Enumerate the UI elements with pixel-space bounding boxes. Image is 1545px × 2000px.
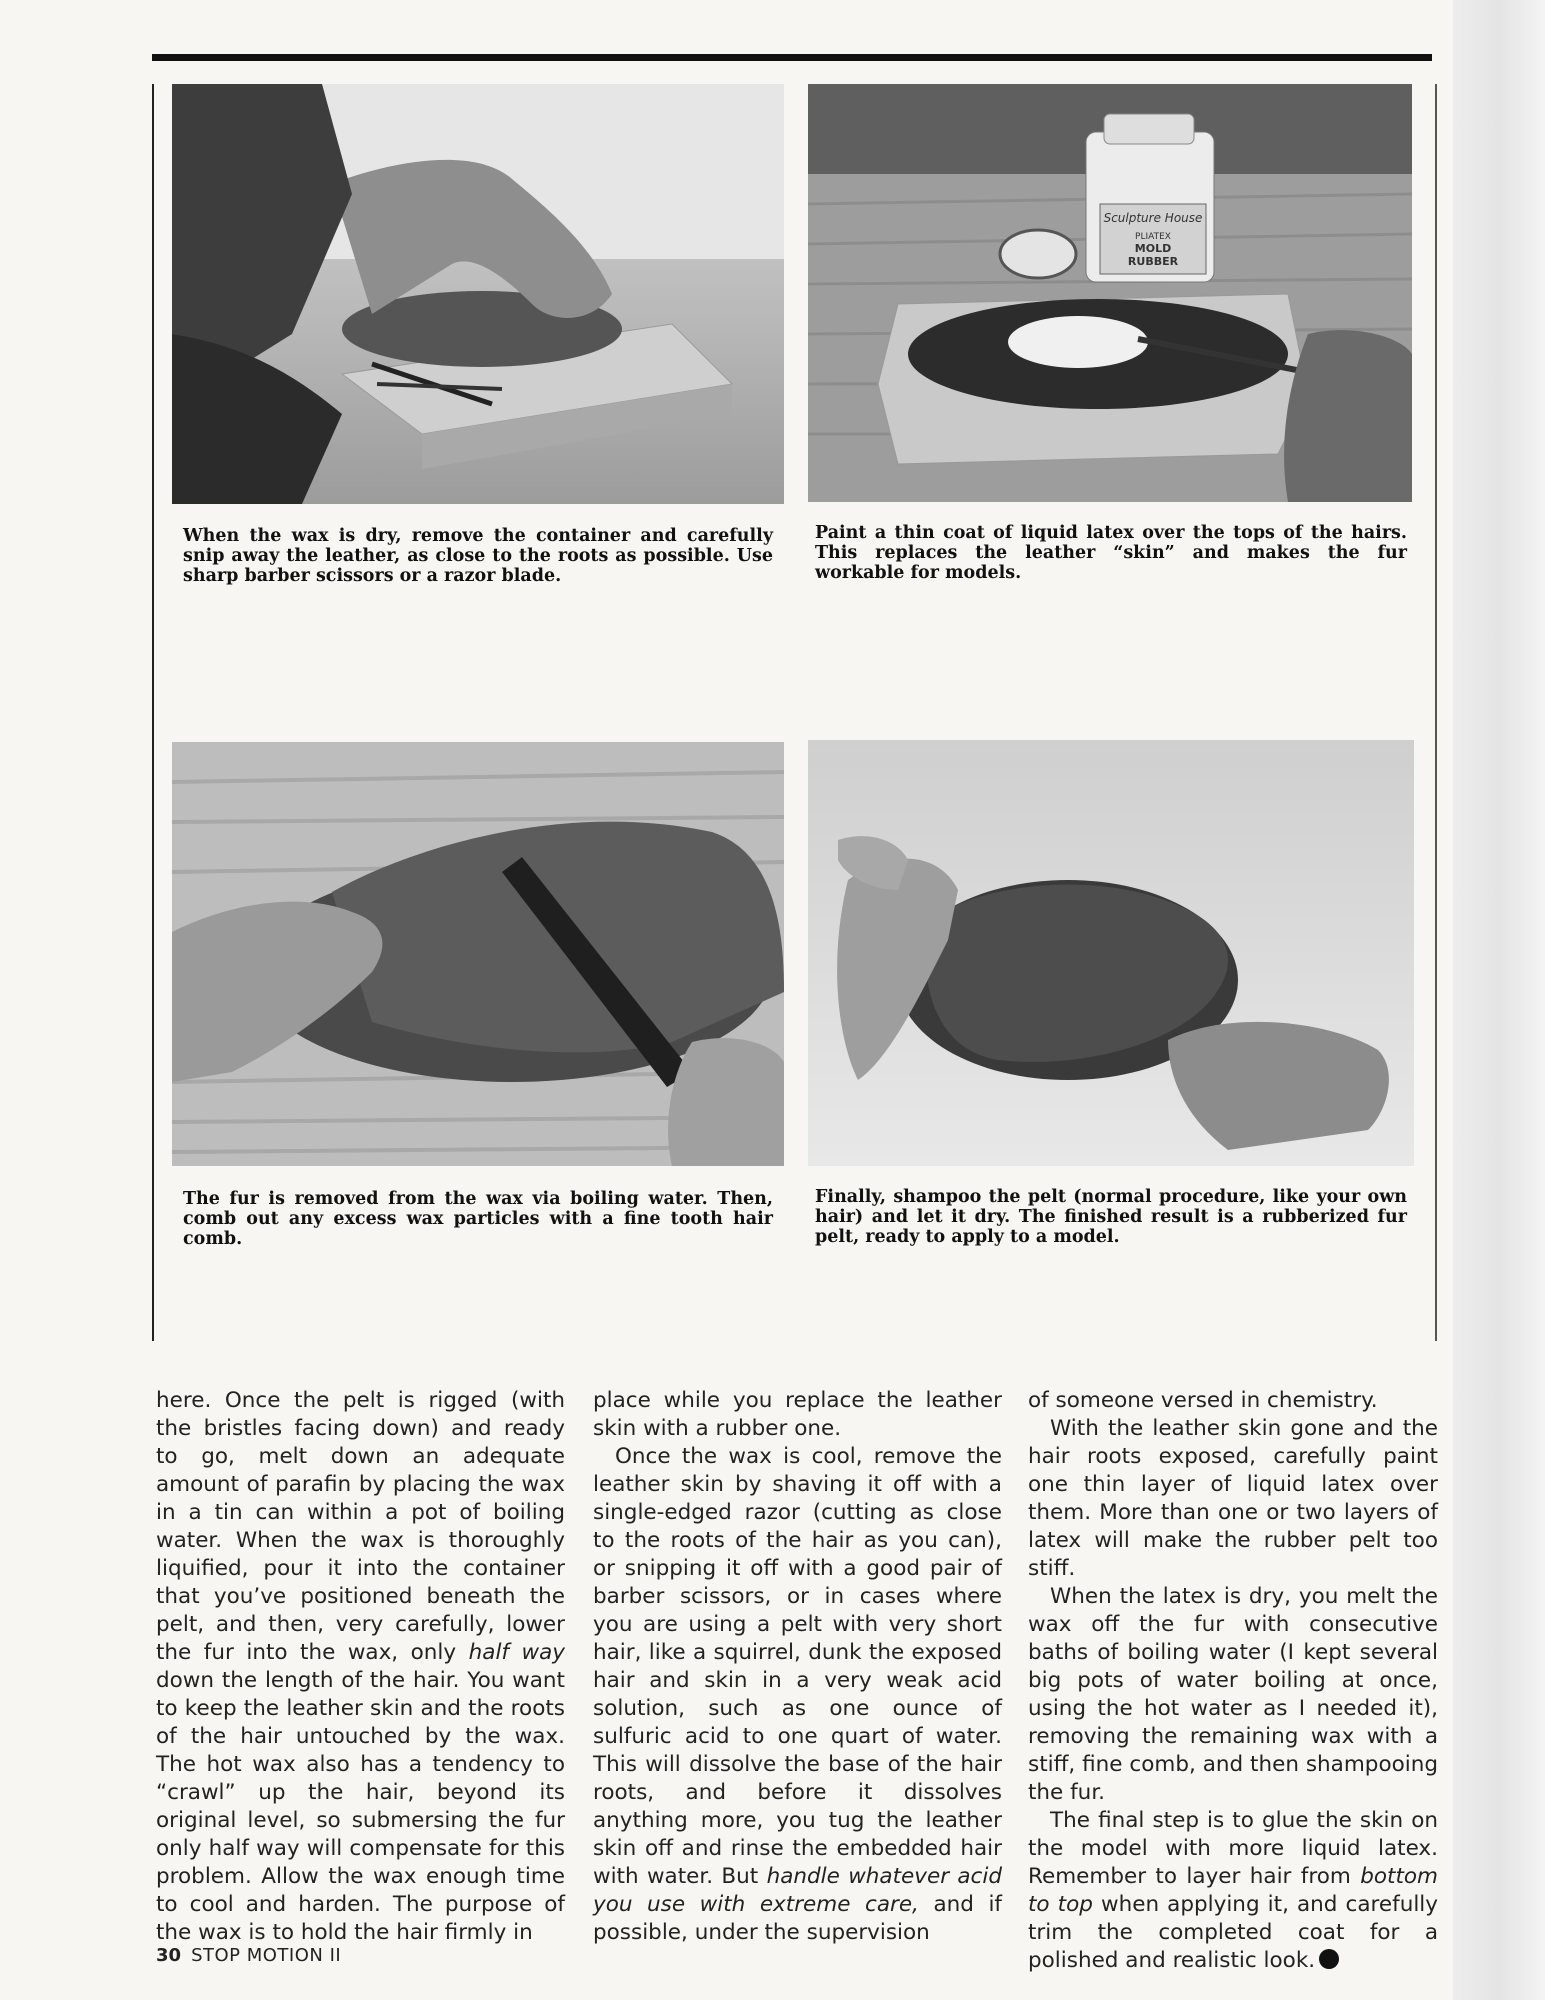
page-footer xyxy=(156,1945,341,1966)
body-text: when applying it, and carefully trim the completed coat for a polished and realistic look. xyxy=(1028,1892,1439,1973)
body-paragraph: When the latex is dry, you melt the wax off the fur with consecutive baths of boiling water (I kept several big pots of water boiling at once, using the hot water as I needed it), removing the remaining wax with a stiff, fine comb, and then shampooing the fur. xyxy=(1028,1584,1438,1805)
body-column-2 xyxy=(593,1387,1002,1947)
body-text: down the length of the hair. You want to keep the leather skin and the roots of the hair untouched by the wax. The hot wax also has a tendency to “crawl” up the hair, beyond its original level, so submersing the fur only half way will compensate for this problem. Allow the wax enough time to cool and harden. The purpose of the wax is to hold the hair firmly in xyxy=(156,1668,565,1945)
body-column-1 xyxy=(156,1387,565,1947)
publication-title: STOP MOTION II xyxy=(191,1945,342,1966)
photo-finished-pelt xyxy=(808,740,1414,1166)
jar-label-line3: RUBBER xyxy=(1127,255,1179,268)
photo-combing-fur xyxy=(172,742,784,1166)
body-text: The final step is to glue the skin on the model with more liquid latex. Remember to layer hair from xyxy=(1028,1808,1438,1889)
body-paragraph: place while you replace the leather skin with a rubber one. xyxy=(593,1388,1002,1441)
end-of-article-bullet-icon xyxy=(1319,1949,1339,1969)
caption-snipping: When the wax is dry, remove the container and carefully snip away the leather, as close to the roots as possible. Use sharp barber scissors or a razor blade. xyxy=(183,526,773,586)
body-italic: handle whatever acid you use with extreme care, xyxy=(593,1864,1002,1917)
jar-label-line2: MOLD xyxy=(1134,242,1172,255)
body-paragraph: of someone versed in chemistry. xyxy=(1028,1388,1378,1413)
caption-combing: The fur is removed from the wax via boiling water. Then, comb out any excess wax particles with a fine tooth hair comb. xyxy=(183,1189,773,1249)
page-number: 30 xyxy=(156,1945,182,1966)
body-column-3 xyxy=(1028,1387,1438,1975)
body-italic: half way xyxy=(468,1640,565,1665)
body-text: and if possible, under the supervision xyxy=(593,1892,1002,1945)
photo-snipping-leather xyxy=(172,84,784,504)
body-text: Once the wax is cool, remove the leather skin by shaving it off with a single-edged razor (cutting as close to the roots of the hair as you can), or snipping it off with a good pair of barber scissors, or in cases where you are using a pelt with very short hair, like a squirrel, dunk the exposed hair and skin in a very weak acid solution, such as one ounce of sulfuric acid to one quart of water. This will dissolve the base of the hair roots, and before it dissolves anything more, you tug the leather skin off and rinse the embedded hair with water. But xyxy=(593,1444,1002,1889)
page-right-margin xyxy=(1453,0,1545,2000)
body-paragraph xyxy=(593,1443,1002,1947)
top-rule xyxy=(152,54,1432,61)
caption-shampoo: Finally, shampoo the pelt (normal procedure, like your own hair) and let it dry. The finished result is a rubberized fur pelt, ready to apply to a model. xyxy=(815,1187,1407,1247)
jar-label-line1: PLIATEX xyxy=(1135,232,1171,242)
right-rule xyxy=(1435,84,1437,1341)
body-text: here. Once the pelt is rigged (with the bristles facing down) and ready to go, melt down an adequate amount of parafin by placing the wax in a tin can within a pot of boiling water. When the wax is thoroughly liquified, pour it into the container that you’ve positioned beneath the pelt, and then, very carefully, lower the fur into the wax, only xyxy=(156,1388,565,1665)
body-italic: bottom to top xyxy=(1028,1864,1438,1917)
photo-painting-latex xyxy=(808,84,1412,502)
body-paragraph xyxy=(156,1387,565,1947)
body-paragraph xyxy=(1028,1807,1438,1975)
jar-brand: Sculpture House xyxy=(1103,211,1203,225)
left-rule xyxy=(152,84,154,1341)
caption-latex: Paint a thin coat of liquid latex over the tops of the hairs. This replaces the leather “skin” and makes the fur workable for models. xyxy=(815,523,1407,583)
body-paragraph: With the leather skin gone and the hair roots exposed, carefully paint one thin layer of liquid latex over them. More than one or two layers of latex will make the rubber pelt too stiff. xyxy=(1028,1416,1438,1581)
